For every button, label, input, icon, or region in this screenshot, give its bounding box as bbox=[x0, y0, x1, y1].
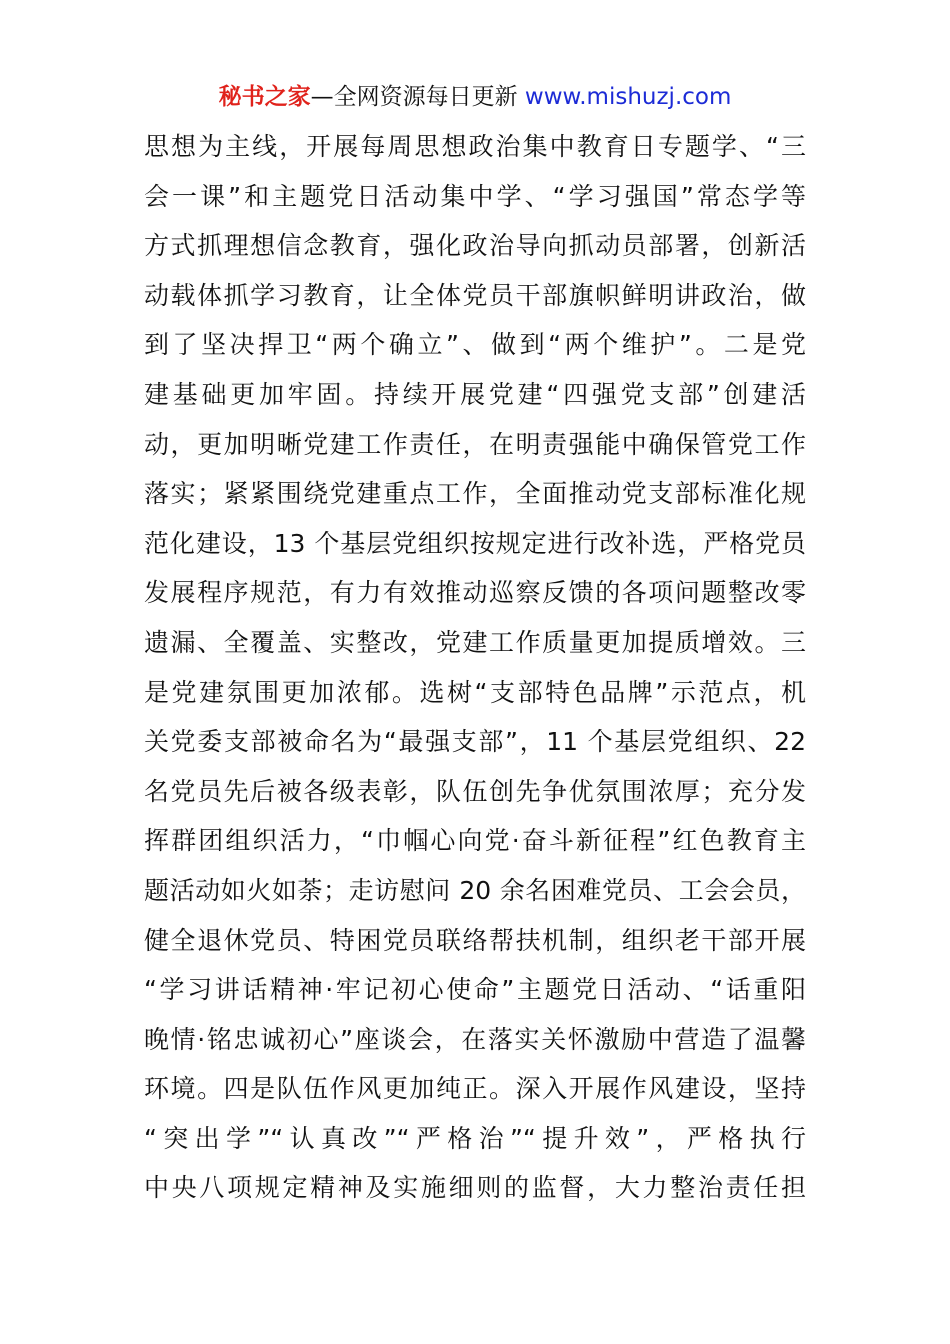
text-line: 会一课”和主题党日活动集中学、“学习强国”常态学等 bbox=[144, 181, 806, 211]
text-line: 关党委支部被命名为“最强支部”，11 个基层党组织、22 bbox=[144, 727, 806, 757]
site-header bbox=[0, 82, 950, 112]
text-line: 挥群团组织活力，“巾帼心向党·奋斗新征程”红色教育主 bbox=[144, 826, 806, 856]
text-line: 是党建氛围更加浓郁。选树“支部特色品牌”示范点，机 bbox=[144, 677, 806, 707]
text-line: “学习讲话精神·牢记初心使命”主题党日活动、“话重阳 bbox=[144, 975, 806, 1005]
text-line: “突出学”“认真改”“严格治”“提升效”，严格执行 bbox=[144, 1123, 806, 1153]
text-line: 范化建设，13 个基层党组织按规定进行改补选，严格党员 bbox=[144, 528, 806, 558]
text-line: 到了坚决捍卫“两个确立”、做到“两个维护”。二是党 bbox=[144, 330, 806, 360]
text-line: 动载体抓学习教育，让全体党员干部旗帜鲜明讲政治，做 bbox=[144, 280, 806, 310]
text-line: 题活动如火如荼；走访慰问 20 余名困难党员、工会会员， bbox=[144, 875, 806, 905]
text-line: 建基础更加牢固。持续开展党建“四强党支部”创建活 bbox=[144, 379, 806, 409]
text-line: 环境。四是队伍作风更加纯正。深入开展作风建设，坚持 bbox=[144, 1074, 806, 1104]
text-line: 动，更加明晰党建工作责任，在明责强能中确保管党工作 bbox=[144, 429, 806, 459]
text-line: 中央八项规定精神及实施细则的监督，大力整治责任担 bbox=[144, 1173, 806, 1203]
brand-name: 秘书之家 bbox=[218, 84, 311, 110]
header-tagline: —全网资源每日更新 bbox=[310, 84, 518, 110]
text-line: 落实；紧紧围绕党建重点工作，全面推动党支部标准化规 bbox=[144, 479, 806, 509]
document-body bbox=[144, 122, 806, 1213]
text-line: 晚情·铭忠诚初心”座谈会，在落实关怀激励中营造了温馨 bbox=[144, 1024, 806, 1054]
text-line: 健全退休党员、特困党员联络帮扶机制，组织老干部开展 bbox=[144, 925, 806, 955]
text-line: 遗漏、全覆盖、实整改，党建工作质量更加提质增效。三 bbox=[144, 627, 806, 657]
site-url-link[interactable]: www.mishuzj.com bbox=[517, 84, 732, 110]
text-line: 名党员先后被各级表彰，队伍创先争优氛围浓厚；充分发 bbox=[144, 776, 806, 806]
text-line: 发展程序规范，有力有效推动巡察反馈的各项问题整改零 bbox=[144, 578, 806, 608]
text-line: 思想为主线，开展每周思想政治集中教育日专题学、“三 bbox=[144, 132, 806, 161]
text-line: 方式抓理想信念教育，强化政治导向抓动员部署，创新活 bbox=[144, 231, 806, 261]
